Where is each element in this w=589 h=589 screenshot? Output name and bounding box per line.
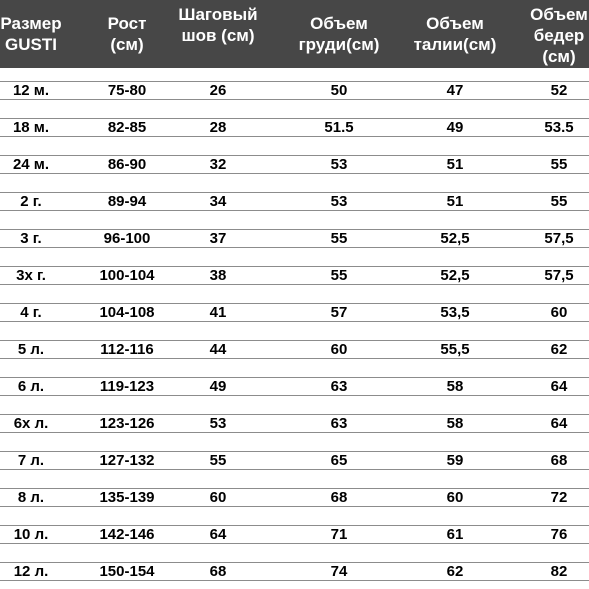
table-row — [0, 451, 589, 470]
table-cell-hips: 68 — [550, 452, 568, 469]
table-cell-inseam: 38 — [209, 267, 227, 284]
table-cell-height: 82-85 — [107, 119, 147, 136]
column-header-line: Объем — [426, 13, 484, 33]
table-cell-waist: 60 — [446, 489, 464, 506]
table-cell-hips: 72 — [550, 489, 568, 506]
table-cell-inseam: 49 — [209, 378, 227, 395]
table-cell-height: 100-104 — [99, 267, 155, 284]
table-cell-size: 3х г. — [16, 267, 46, 284]
table-cell-hips: 64 — [550, 415, 568, 432]
table-row — [0, 340, 589, 359]
table-row — [0, 414, 589, 433]
table-cell-inseam: 28 — [209, 119, 227, 136]
table-cell-chest: 55 — [330, 230, 348, 247]
table-cell-waist: 53,5 — [440, 304, 470, 321]
table-cell-size: 5 л. — [17, 341, 45, 358]
table-cell-inseam: 34 — [209, 193, 227, 210]
table-cell-hips: 62 — [550, 341, 568, 358]
table-row — [0, 525, 589, 544]
table-cell-size: 8 л. — [17, 489, 45, 506]
table-cell-inseam: 44 — [209, 341, 227, 358]
table-cell-chest: 65 — [330, 452, 348, 469]
column-header-line: бедер — [533, 25, 585, 45]
table-cell-size: 7 л. — [17, 452, 45, 469]
table-cell-inseam: 60 — [209, 489, 227, 506]
table-cell-chest: 51.5 — [324, 119, 354, 136]
table-cell-height: 123-126 — [99, 415, 155, 432]
table-cell-waist: 49 — [446, 119, 464, 136]
table-cell-inseam: 32 — [209, 156, 227, 173]
table-cell-size: 4 г. — [20, 304, 42, 321]
table-cell-chest: 63 — [330, 415, 348, 432]
table-cell-waist: 51 — [446, 193, 464, 210]
table-cell-hips: 55 — [550, 156, 568, 173]
table-cell-size: 6х л. — [13, 415, 49, 432]
table-row — [0, 303, 589, 322]
column-header-line: GUSTI — [5, 34, 57, 54]
table-cell-waist: 62 — [446, 563, 464, 580]
table-cell-waist: 52,5 — [440, 267, 470, 284]
table-cell-height: 112-116 — [100, 341, 154, 358]
table-cell-height: 75-80 — [107, 82, 147, 99]
table-cell-size: 12 л. — [13, 563, 49, 580]
table-row — [0, 266, 589, 285]
table-cell-size: 3 г. — [20, 230, 42, 247]
column-header-line: шов (см) — [181, 25, 255, 45]
table-cell-chest: 57 — [330, 304, 348, 321]
table-row — [0, 192, 589, 211]
table-cell-hips: 57,5 — [544, 267, 574, 284]
table-cell-size: 12 м. — [12, 82, 50, 99]
column-header-line: Рост — [107, 13, 147, 33]
table-cell-waist: 58 — [446, 378, 464, 395]
column-header-line: Шаговый — [178, 4, 258, 24]
table-cell-hips: 82 — [550, 563, 568, 580]
table-cell-chest: 53 — [330, 193, 348, 210]
column-header-line: груди(см) — [298, 34, 380, 54]
table-cell-size: 18 м. — [12, 119, 50, 136]
table-cell-inseam: 55 — [209, 452, 227, 469]
table-cell-chest: 68 — [330, 489, 348, 506]
column-header-line: Размер — [0, 13, 62, 33]
table-cell-size: 6 л. — [17, 378, 45, 395]
table-cell-height: 89-94 — [107, 193, 147, 210]
table-cell-height: 150-154 — [99, 563, 155, 580]
table-cell-chest: 53 — [330, 156, 348, 173]
table-cell-waist: 47 — [446, 82, 464, 99]
table-cell-size: 10 л. — [13, 526, 49, 543]
table-cell-waist: 58 — [446, 415, 464, 432]
column-header-line: талии(см) — [413, 34, 497, 54]
table-cell-inseam: 37 — [209, 230, 227, 247]
table-cell-waist: 59 — [446, 452, 464, 469]
column-header-line: Объем — [310, 13, 368, 33]
table-cell-hips: 76 — [550, 526, 568, 543]
table-cell-chest: 74 — [330, 563, 348, 580]
table-cell-hips: 55 — [550, 193, 568, 210]
table-cell-waist: 61 — [446, 526, 464, 543]
table-cell-height: 119-123 — [99, 378, 155, 395]
table-cell-height: 104-108 — [99, 304, 155, 321]
table-row — [0, 377, 589, 396]
table-cell-chest: 50 — [330, 82, 348, 99]
table-cell-size: 2 г. — [20, 193, 42, 210]
table-cell-chest: 63 — [330, 378, 348, 395]
table-row — [0, 562, 589, 581]
table-row — [0, 81, 589, 100]
table-row — [0, 229, 589, 248]
table-cell-hips: 64 — [550, 378, 568, 395]
table-cell-inseam: 26 — [209, 82, 227, 99]
table-cell-height: 135-139 — [99, 489, 155, 506]
table-cell-chest: 55 — [330, 267, 348, 284]
table-cell-height: 127-132 — [99, 452, 155, 469]
table-row — [0, 155, 589, 174]
table-cell-hips: 60 — [550, 304, 568, 321]
table-cell-chest: 60 — [330, 341, 348, 358]
table-cell-hips: 53.5 — [544, 119, 574, 136]
table-row — [0, 118, 589, 137]
table-cell-height: 86-90 — [107, 156, 147, 173]
table-cell-height: 96-100 — [103, 230, 151, 247]
table-cell-inseam: 53 — [209, 415, 227, 432]
column-header-line: Объем — [530, 4, 588, 24]
table-cell-inseam: 64 — [209, 526, 227, 543]
table-cell-height: 142-146 — [99, 526, 155, 543]
table-cell-hips: 57,5 — [544, 230, 574, 247]
table-cell-inseam: 41 — [209, 304, 227, 321]
table-cell-hips: 52 — [550, 82, 568, 99]
table-cell-size: 24 м. — [12, 156, 50, 173]
column-header-line: (см) — [542, 46, 576, 66]
table-cell-waist: 55,5 — [440, 341, 470, 358]
table-row — [0, 488, 589, 507]
table-cell-waist: 51 — [446, 156, 464, 173]
table-cell-waist: 52,5 — [440, 230, 470, 247]
table-cell-inseam: 68 — [209, 563, 227, 580]
table-cell-chest: 71 — [330, 526, 348, 543]
column-header-line: (см) — [110, 34, 144, 54]
